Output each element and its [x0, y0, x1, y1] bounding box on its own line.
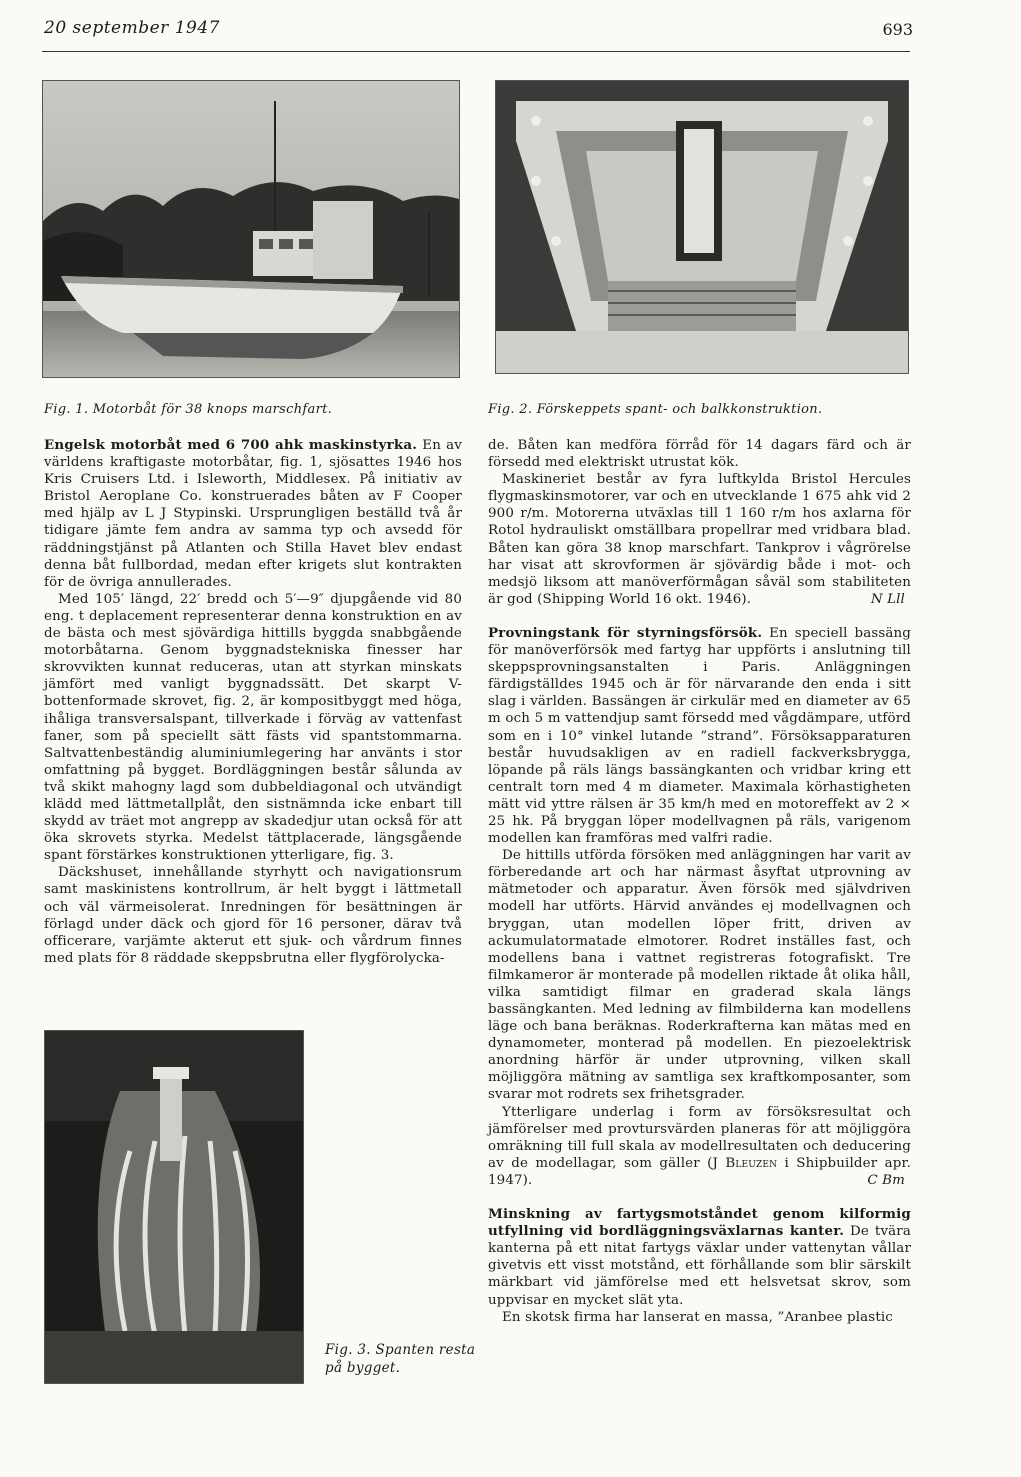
motorboat-photo — [42, 80, 460, 378]
fig3-caption-line2: på bygget. — [325, 1360, 401, 1376]
article2-heading: Provningstank för styrningsförsök. — [488, 624, 763, 641]
frame-construction-photo — [495, 80, 909, 374]
article1-paragraph-3: Däckshuset, innehållande styrhytt och navigationsrum samt maskinistens kontrollrum, är helt byggt i lättmetall och väl värmeisolerat. Inredningen för besättningen är förlagd under däck och gjord för 16 personer, därav två officerare, varjämte akterut ett sjuk- och vårdrum finnes med plats för 8 räddade skeppsbrutna eller flygförolycka- — [44, 865, 462, 966]
article1-cont-paragraph-2: Maskineriet består av fyra luftkylda Bristol Hercules flygmaskinsmotorer, var och en utvecklande 1 675 ahk vid 2 900 r/m. Motorerna utväxlas till 1 160 r/m hos axlarna för Rotol hydrauliskt omställbara propellrar med vridbara blad. Båten kan göra 38 knop marschfart. Tankprov i vågrörelse har visat att skrovformen är sjövärdig både i mot- och medsjö liksom att manöverförmågan såväl som stabiliteten är god (Shipping World 16 okt. 1946). — [488, 472, 911, 607]
framing-photo — [44, 1030, 304, 1384]
fig1-caption: Fig. 1. Motorbåt för 38 knops marschfart. — [44, 402, 333, 417]
article1-heading: Engelsk motorbåt med 6 700 ahk maskinstyrka. — [44, 437, 418, 453]
article1-paragraph-1: En av världens kraftigaste motorbåtar, fig. 1, sjösattes 1946 hos Kris Cruisers Ltd. i Isleworth, Middlesex. På initiativ av Bristol Aeroplane Co. konstruerades båten av F Cooper med hjälp av L J Stypinski. Ursprungligen beställd två år tidigare jämte fem andra av samma typ och avsedd för räddningstjänst på Atlanten och Stilla Havet blev endast denna båt fullbordad, medan efter krigets slut kontrakten för de övriga annullerades. — [44, 438, 462, 590]
fig3-caption — [325, 1341, 475, 1377]
article3-heading: Minskning av fartygsmotståndet genom kilformig utfyllning vid bordläggningsväxlarnas kanter. — [488, 1206, 911, 1240]
article2-paragraph-2: De hittills utförda försöken med anläggningen har varit av förberedande art och har närmast åsyftat utprovning av mätmetoder och apparatur. Även försök med självdriven modell har utförts. Härvid användes ej modellvagnen och bryggan, utan modellen löper fritt, driven av ackumulatormatade elmotorer. Rodret inställes fast, och modellens bana i vattnet registreras fotografiskt. Tre filmkameror är monterade på modellen riktade åt olika håll, vilka samtidigt filmar en graderad skala längs bassängkanten. Med ledning av filmbilderna kan modellens läge och bana beräknas. Roderkrafterna kan mätas med en dynamometer, monterad på modellen. En piezoelektrisk anordning härför är under utprovning, vilken skall möjliggöra mätning av samtliga sex kraftkomposanter, som svarar mot rodrets sex frihetsgrader. — [488, 848, 911, 1103]
article2-signature: C Bm — [867, 1172, 905, 1188]
header-rule — [42, 51, 910, 52]
page-number: 693 — [882, 20, 913, 39]
article2-paragraph-1: En speciell bassäng för manöverförsök med fartyg har uppförts i anslutning till skeppsprovningsanstalten i Paris. Anläggningen färdigställdes 1945 och är för närvarande den enda i sitt slag i världen. Bassängen är cirkulär med en diameter av 65 m och 5 m vattendjup samt försedd med vågdämpare, utförd som en i 10° vinkel lutande ”strand”. Försöksapparaturen består huvudsakligen av en radiell fackverksbrygga, löpande på räls längs bassängkanten och vridbar kring ett centralt torn med 4 m diameter. Maximala körhastigheten mätt vid yttre rälsen är 35 km/h med en motoreffekt av 2 × 25 hk. På bryggan löper modellvagnen på räls, varigenom modellen kan framföras med valfri radie. — [488, 625, 911, 847]
article1-paragraph-2: Med 105′ längd, 22′ bredd och 5′—9″ djupgående vid 80 eng. t deplacement representerar denna konstruktion en av de bästa och mest sjövärdiga hittills byggda snabbgående motorbåtarna. Genom byggnadstekniska finesser har skrovvikten kunnat reduceras, utan att styrkan minskats jämfört med vanligt byggnadssätt. Det skarpt V-bottenformade skrovet, fig. 2, är kompositbyggt med höga, ihåliga transversalspant, tillverkade i förväg av vattenfast faner, som på speciellt sätt fästs vid spantstommarna. Saltvattenbeständig aluminiumlegering har använts i stor omfattning på bygget. Bordläggningen består sålunda av två skikt mahogny lagd som dubbeldiagonal och utvändigt klädd med lättmetallplåt, den sistnämnda icke enbart till skydd av träet mot angrepp av skadedjur utan också för att öka skrovets styrka. Medelst tättplacerade, längsgående spant förstärkes konstruktionen ytterligare, fig. 3. — [44, 591, 462, 864]
article3-paragraph-1: De tvära kanterna på ett nitat fartygs växlar under vattenytan vållar givetvis ett visst motstånd, ett förhållande som blir särskilt märkbart vid jämförelse med ett helsvetsat skrov, som uppvisar en mycket slät yta. — [488, 1224, 911, 1308]
left-column — [44, 437, 462, 967]
article3-paragraph-2: En skotsk firma har lanserat en massa, ”Aranbee plastic — [502, 1309, 893, 1325]
header-date: 20 september 1947 — [44, 18, 220, 38]
fig3-caption-line1: Fig. 3. Spanten resta — [325, 1342, 476, 1358]
article2-author: Bleuzen — [725, 1155, 778, 1171]
fig2-caption: Fig. 2. Förskeppets spant- och balkkonstruktion. — [488, 402, 823, 417]
article2-paragraph-3-start: Ytterligare underlag i form av försöksresultat och jämförelser med provtursvärden planeras för att möjliggöra omräkning till full skala av modellresultaten och deducering av de modellagar, som gäller (J — [488, 1104, 911, 1171]
article2-paragraph-3-end: i Shipbuilder apr. 1947). — [488, 1155, 911, 1188]
right-column — [488, 437, 911, 1326]
article1-cont-paragraph-1: de. Båten kan medföra förråd för 14 dagars färd och är försedd med elektriskt utrustat kök. — [488, 438, 911, 471]
article1-signature: N Lll — [870, 591, 905, 607]
